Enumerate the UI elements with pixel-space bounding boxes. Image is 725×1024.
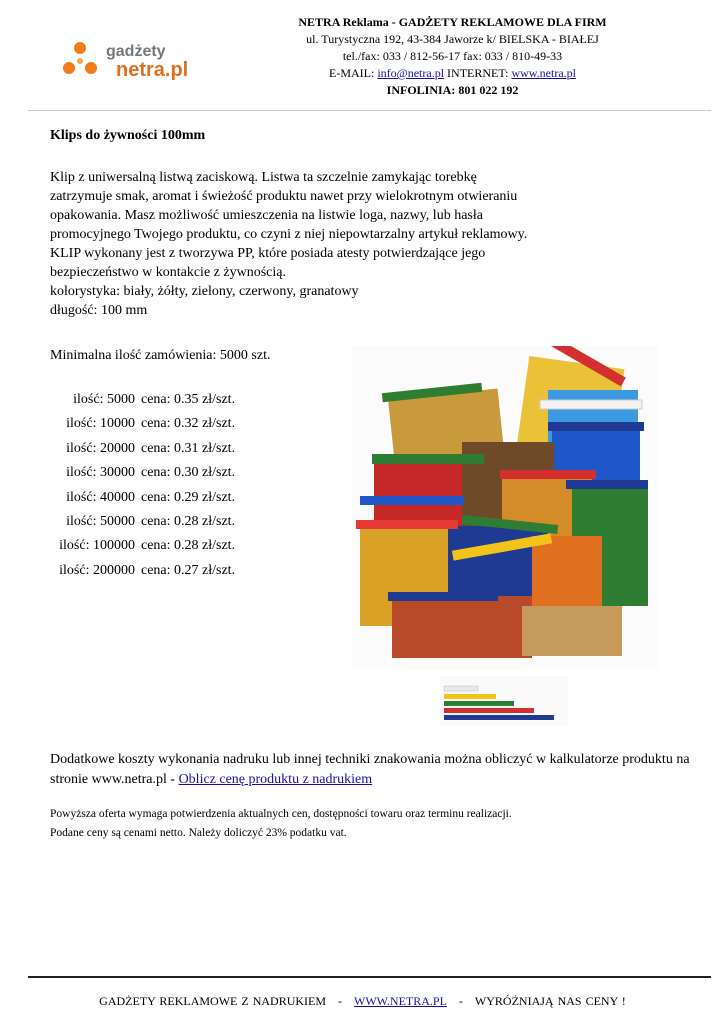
email-label: E-MAIL: — [329, 66, 378, 80]
footer-left: GADŻETY REKLAMOWE Z NADRUKIEM — [99, 994, 327, 1008]
extra-costs — [50, 750, 690, 790]
company-address: ul. Turystyczna 192, 43-384 Jaworze k/ BIELSKA - BIAŁEJ — [306, 32, 599, 46]
price-value: cena: 0.30 zł/szt. — [141, 465, 236, 481]
price-value: cena: 0.31 zł/szt. — [141, 440, 236, 456]
price-qty: ilość: 40000 — [66, 489, 135, 505]
header-divider — [28, 110, 711, 111]
price-table — [50, 388, 235, 583]
price-row — [50, 437, 235, 461]
description-line: bezpieczeństwo w kontakcie z żywnością. — [50, 265, 286, 280]
product-description — [50, 168, 590, 320]
company-header — [260, 14, 645, 99]
description-line: Klip z uniwersalną listwą zaciskową. Listwa ta szczelnie zamykając torebkę — [50, 170, 477, 185]
email-link[interactable]: info@netra.pl — [377, 66, 445, 80]
price-row — [50, 510, 235, 534]
length-line: długość: 100 mm — [50, 303, 148, 318]
price-row — [50, 412, 235, 436]
price-row — [50, 461, 235, 485]
price-value: cena: 0.32 zł/szt. — [141, 416, 236, 432]
footer-separator: - — [338, 994, 343, 1008]
footer-website-link[interactable]: WWW.NETRA.PL — [354, 994, 447, 1008]
price-value: cena: 0.28 zł/szt. — [141, 514, 236, 530]
colors-line: kolorystyka: biały, żółty, zielony, czerwony, granatowy — [50, 284, 359, 299]
note-line: Powyższa oferta wymaga potwierdzenia aktualnych cen, dostępności towaru oraz terminu realizacji. — [50, 808, 512, 820]
page-footer — [0, 994, 725, 1009]
price-row — [50, 486, 235, 510]
description-line: promocyjnego Twojego produktu, co czyni z niej niepowtarzalny artykuł reklamowy. — [50, 227, 528, 242]
description-line: opakowania. Masz możliwość umieszczenia na listwie loga, nazwy, lub hasła — [50, 208, 483, 223]
price-qty: ilość: 30000 — [66, 465, 135, 481]
product-title: Klips do żywności 100mm — [50, 128, 206, 143]
price-value: cena: 0.35 zł/szt. — [141, 392, 236, 407]
calculate-price-link[interactable]: Oblicz cenę produktu z nadrukiem — [178, 772, 373, 787]
company-contact — [260, 65, 645, 82]
price-value: cena: 0.27 zł/szt. — [141, 562, 236, 578]
company-phones: tel./fax: 033 / 812-56-17 fax: 033 / 810-49-33 — [342, 49, 563, 63]
price-value: cena: 0.29 zł/szt. — [141, 489, 236, 505]
price-value: cena: 0.28 zł/szt. — [141, 538, 236, 554]
price-qty: ilość: 50000 — [66, 514, 135, 530]
product-photo — [352, 346, 658, 668]
price-qty: ilość: 20000 — [66, 440, 135, 456]
footer-divider — [28, 976, 711, 978]
infolinia: INFOLINIA: 801 022 192 — [386, 83, 519, 97]
clip-sizes-image — [440, 676, 568, 726]
logo-line2: netra.pl — [116, 59, 189, 81]
internet-label: INTERNET: — [444, 66, 512, 80]
note-line: Podane ceny są cenami netto. Należy doliczyć 23% podatku vat. — [50, 827, 347, 839]
price-row — [50, 534, 235, 558]
netra-logo — [60, 38, 200, 86]
company-name: NETRA Reklama - GADŻETY REKLAMOWE DLA FIRM — [298, 15, 607, 29]
description-line: KLIP wykonany jest z tworzywa PP, które posiada atesty potwierdzające jego — [50, 246, 486, 261]
footer-separator: - — [458, 994, 463, 1008]
price-qty: ilość: 200000 — [59, 562, 135, 578]
price-qty: ilość: 100000 — [59, 538, 135, 554]
price-row — [50, 559, 235, 583]
website-link[interactable]: www.netra.pl — [511, 66, 576, 80]
offer-notes — [50, 805, 512, 843]
logo-line1: gadżety — [106, 43, 166, 60]
price-qty: ilość: 5000 — [73, 392, 135, 407]
description-line: zatrzymuje smak, aromat i świeżość produktu nawet przy wielokrotnym otwieraniu — [50, 189, 518, 204]
extra-costs-text: Dodatkowe koszty wykonania nadruku lub innej techniki znakowania można obliczyć w kalkulatorze produktu na stronie www.netra.pl - — [50, 752, 690, 787]
price-qty: ilość: 10000 — [66, 416, 135, 432]
price-row — [50, 388, 235, 412]
min-order: Minimalna ilość zamówienia: 5000 szt. — [50, 348, 271, 363]
footer-right: WYRÓŻNIAJĄ NAS CENY ! — [474, 994, 626, 1008]
